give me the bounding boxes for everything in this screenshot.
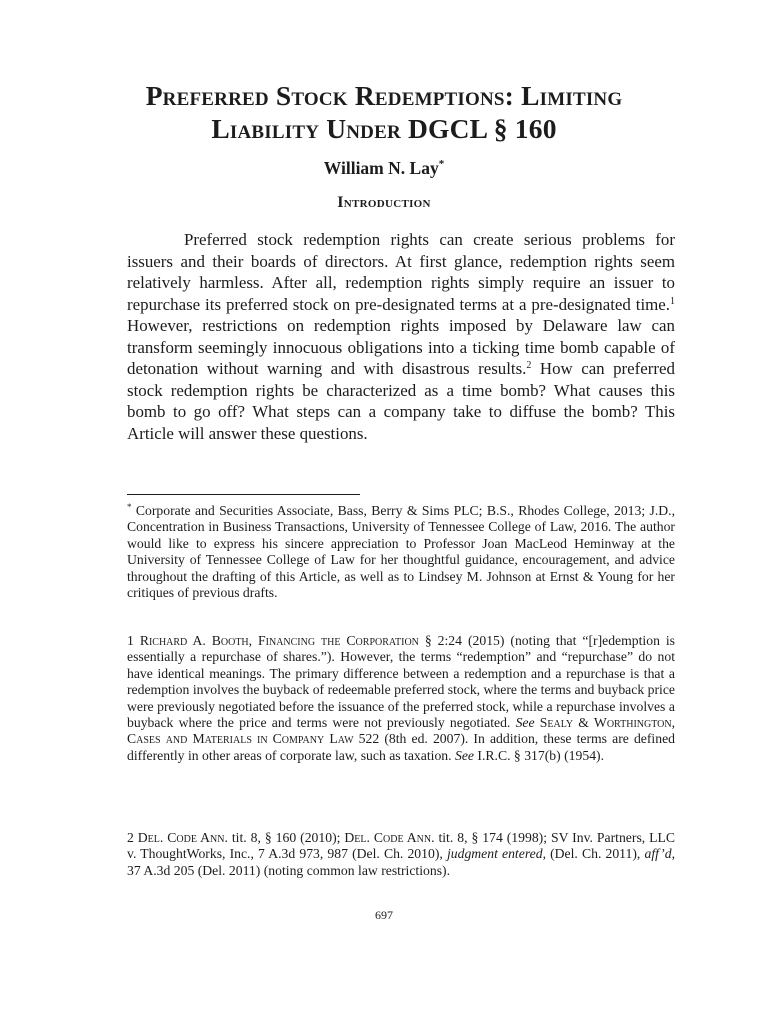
footnote-ref-2: 2	[526, 360, 532, 371]
footnote-text: I.R.C. § 317(b) (1954).	[474, 747, 605, 763]
section-heading: Introduction	[337, 194, 431, 211]
citation-history: judgment entered	[446, 846, 543, 862]
citation-source: Del. Code Ann.	[344, 830, 435, 845]
author-byline	[0, 158, 768, 179]
footnote-mark: *	[127, 502, 132, 512]
page-number: 697	[375, 908, 393, 922]
footnote-2	[127, 830, 675, 879]
citation-signal: See	[515, 715, 535, 731]
footnote-separator	[127, 494, 360, 495]
paragraph-text-part-3: How can preferred stock redemption rights be characterized as a time bomb? What causes this bomb to go off? What steps can a company take to diffuse the bomb? This Article will answer these questions.	[127, 359, 675, 443]
footnote-text: , (Del. Ch. 2011),	[542, 846, 645, 862]
introduction-paragraph	[127, 229, 675, 444]
citation-source: Sealy & Worthington, Cases and Materials in Company Law	[127, 715, 676, 747]
footnote-text: Corporate and Securities Associate, Bass, Berry & Sims PLC; B.S., Rhodes College, 2013; J.D., Concentration in Business Transactions, University of Tennessee College of Law, 2016. The author would like to express his sincere appreciation to Professor Joan MacLeod Heminway at the University of Tennessee College of Law for her thoughtful guidance, encouragement, and advice throughout the drafting of this Article, as well as to Lindsey M. Johnson at Ernst & Young for her critiques of previous drafts.	[127, 503, 675, 601]
footnote-number: 1	[127, 633, 134, 648]
footnote-text: , 37 A.3d 205 (Del. 2011) (noting common law restrictions).	[127, 846, 675, 878]
citation-source: Richard A. Booth, Financing the Corporation	[139, 633, 419, 648]
author-name: William N. Lay	[323, 158, 439, 178]
footnote-author	[127, 503, 675, 601]
footnote-text: tit. 8, § 174 (1998); SV Inv. Partners, LLC v. ThoughtWorks, Inc., 7 A.3d 973, 987 (Del. Ch. 2010),	[127, 830, 675, 862]
article-title-line-1: Preferred Stock Redemptions: Limiting	[145, 80, 623, 111]
footnote-text: § 2:24 (2015) (noting that “[r]edemption is essentially a repurchase of shares.”). However, the terms “redemption” and “repurchase” do not have identical meanings. The primary difference between a redemption and a repurchase is that a redemption involves the buyback of redeemable preferred stock, where the terms and buyback price were previously negotiated before the issuance of the preferred stock, while a repurchase involves a buyback where the price and terms were not previously negotiated.	[127, 633, 676, 731]
citation-history: aff’d	[644, 846, 672, 862]
footnote-number: 2	[127, 830, 134, 845]
author-footnote-mark: *	[438, 158, 445, 170]
footnote-1	[127, 633, 675, 764]
citation-signal: See	[455, 747, 474, 763]
citation-source: Del. Code Ann.	[137, 830, 228, 845]
footnote-text: tit. 8, § 160 (2010);	[227, 830, 345, 845]
footnote-text: 522 (8th ed. 2007). In addition, these terms are defined differently in other areas of corporate law, such as taxation.	[127, 731, 675, 763]
article-title	[100, 79, 668, 145]
footnote-ref-1: 1	[670, 295, 675, 307]
article-title-line-2: Liability Under DGCL § 160	[211, 113, 557, 144]
paragraph-text-part-1: Preferred stock redemption rights can create serious problems for issuers and their boards of directors. At first glance, redemption rights seem relatively harmless. After all, redemption rights simply require an issuer to repurchase its preferred stock on pre-designated terms at a pre-designated time.	[127, 230, 675, 314]
paragraph-text-part-2: However, restrictions on redemption rights imposed by Delaware law can transform seemingly innocuous obligations into a ticking time bomb capable of detonation without warning and with disastrous results.	[127, 316, 675, 378]
